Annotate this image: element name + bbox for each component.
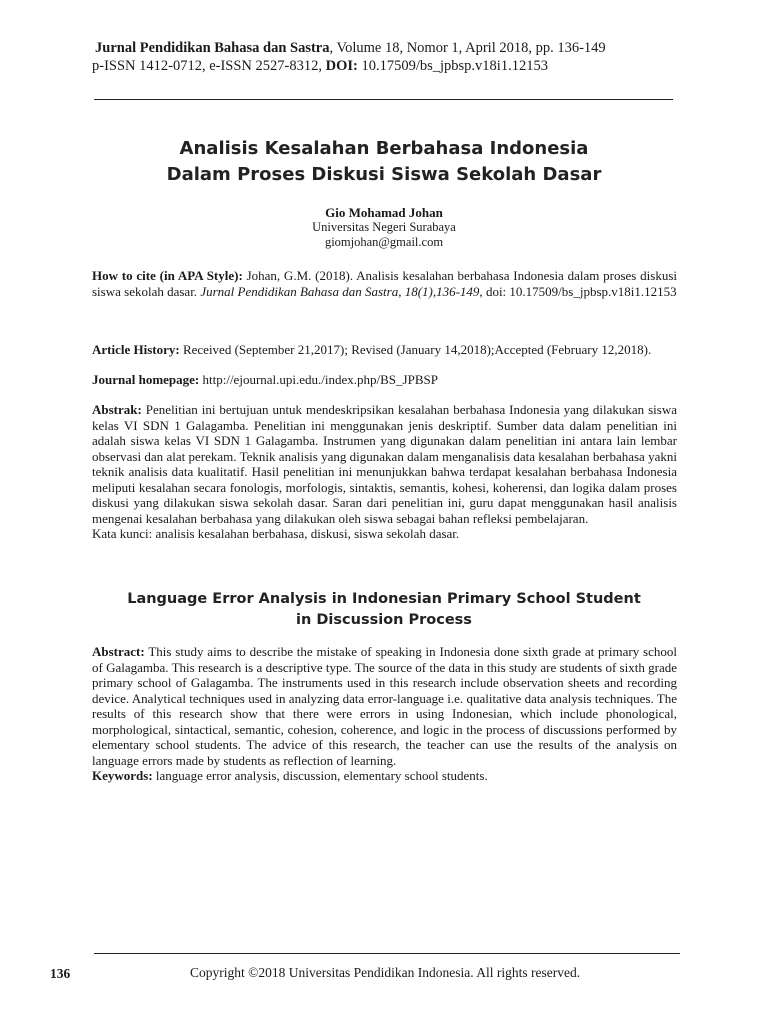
abstrak-label: Abstrak: (92, 402, 142, 417)
paper-title-en-line2: in Discussion Process (296, 612, 472, 628)
citation-label: How to cite (in APA Style): (92, 268, 243, 283)
article-history (92, 342, 677, 358)
abstrak-text: Penelitian ini bertujuan untuk mendeskripsikan kesalahan berbahasa Indonesia yang dilakukan siswa kelas VI SDN 1 Galagamba. Penelitian ini menggunakan jenis deskriptif. Sumber data dalam penelitian ini adalah siswa kelas VI SDN 1 Galagamba. Instrumen yang digunakan dalam penelitian ini antara lain lembar observasi dan alat perekam. Teknik analisis yang digunakan dalam menganalisis data kesalahan berbahasa yakni teknik analisis data kualitatif. Hasil penelitian ini menunjukkan bahwa terdapat kesalahan berbahasa Indonesia meliputi kesalahan secara fonologis, morfologis, sintaktis, semantis, kohesi, koherensi, dan logika dalam proses diskusi yang dilakukan siswa sekolah dasar. Saran dari penelitian ini, guru dapat menggunakan hasil analisis mengenai kesalahan berbahasa yang dilakukan oleh siswa sebagai bahan refleksi pembelajaran. (92, 402, 677, 526)
journal-header-line2 (92, 58, 548, 75)
keywords-text: language error analysis, discussion, elementary school students. (152, 768, 488, 783)
abstrak-block (92, 402, 677, 542)
abstract-block (92, 644, 677, 784)
history-label: Article History: (92, 342, 180, 357)
kata-kunci: Kata kunci: analisis kesalahan berbahasa, diskusi, siswa sekolah dasar. (92, 526, 460, 541)
journal-homepage (92, 372, 677, 388)
copyright-notice: Copyright ©2018 Universitas Pendidikan Indonesia. All rights reserved. (190, 965, 581, 980)
footer-divider (94, 953, 680, 954)
citation-journal: Jurnal Pendidikan Bahasa dan Sastra, 18(1),136-149, (200, 283, 483, 299)
author-block (0, 205, 768, 250)
page-number: 136 (50, 966, 71, 981)
paper-title-id-line2: Dalam Proses Diskusi Siswa Sekolah Dasar (166, 164, 602, 185)
header-divider (94, 99, 673, 100)
doi-label: DOI: (325, 58, 358, 74)
journal-issn: p-ISSN 1412-0712, e-ISSN 2527-8312, (92, 58, 326, 74)
doi-value: 10.17509/bs_jpbsp.v18i1.12153 (357, 58, 548, 74)
citation-doi: doi: 10.17509/bs_jpbsp.v18i1.12153 (482, 283, 677, 299)
citation-block (92, 268, 677, 299)
paper-title-id (0, 136, 768, 188)
author-email: giomjohan@gmail.com (324, 235, 444, 249)
author-affiliation: Universitas Negeri Surabaya (312, 220, 456, 234)
journal-name: Jurnal Pendidikan Bahasa dan Sastra (95, 40, 330, 56)
citation-text: Johan, G.M. (2018). Analisis kesalahan berbahasa Indonesia dalam proses diskusi siswa sekolah dasar. (92, 268, 677, 299)
paper-title-id-line1: Analisis Kesalahan Berbahasa Indonesia (179, 138, 589, 159)
abstract-label: Abstract: (92, 644, 145, 659)
abstract-text: This study aims to describe the mistake of speaking in Indonesia done sixth grade at primary school of Galagamba. This research is a descriptive type. The source of the data in this study are students of sixth grade primary school of Galagamba. The instruments used in this research include observation sheets and recording device. Analytical techniques used in analyzing data error-language i.e. qualitative data analysis techniques. The results of this research show that there were errors in using Indonesian, which include phonological, morphological, sintactical, semantic, cohesion, coherence, and logic in the process of discussions performed by elementary school students. The advice of this research, the teacher can use the results of the analysis on language errors made by students as reflection of learning. (92, 644, 677, 768)
keywords-line (92, 768, 677, 784)
journal-header-line1 (95, 40, 606, 57)
homepage-label: Journal homepage: (92, 372, 200, 387)
keywords-label: Keywords: (92, 768, 153, 783)
homepage-url[interactable]: http://ejournal.upi.edu./index.php/BS_JPBSP (199, 372, 438, 387)
author-name: Gio Mohamad Johan (325, 205, 443, 220)
journal-volume-pages: , Volume 18, Nomor 1, April 2018, pp. 136-149 (329, 40, 606, 56)
history-text: Received (September 21,2017); Revised (January 14,2018);Accepted (February 12,2018). (179, 342, 652, 357)
paper-title-en-line1: Language Error Analysis in Indonesian Primary School Student (127, 591, 641, 607)
paper-title-en (0, 589, 768, 631)
